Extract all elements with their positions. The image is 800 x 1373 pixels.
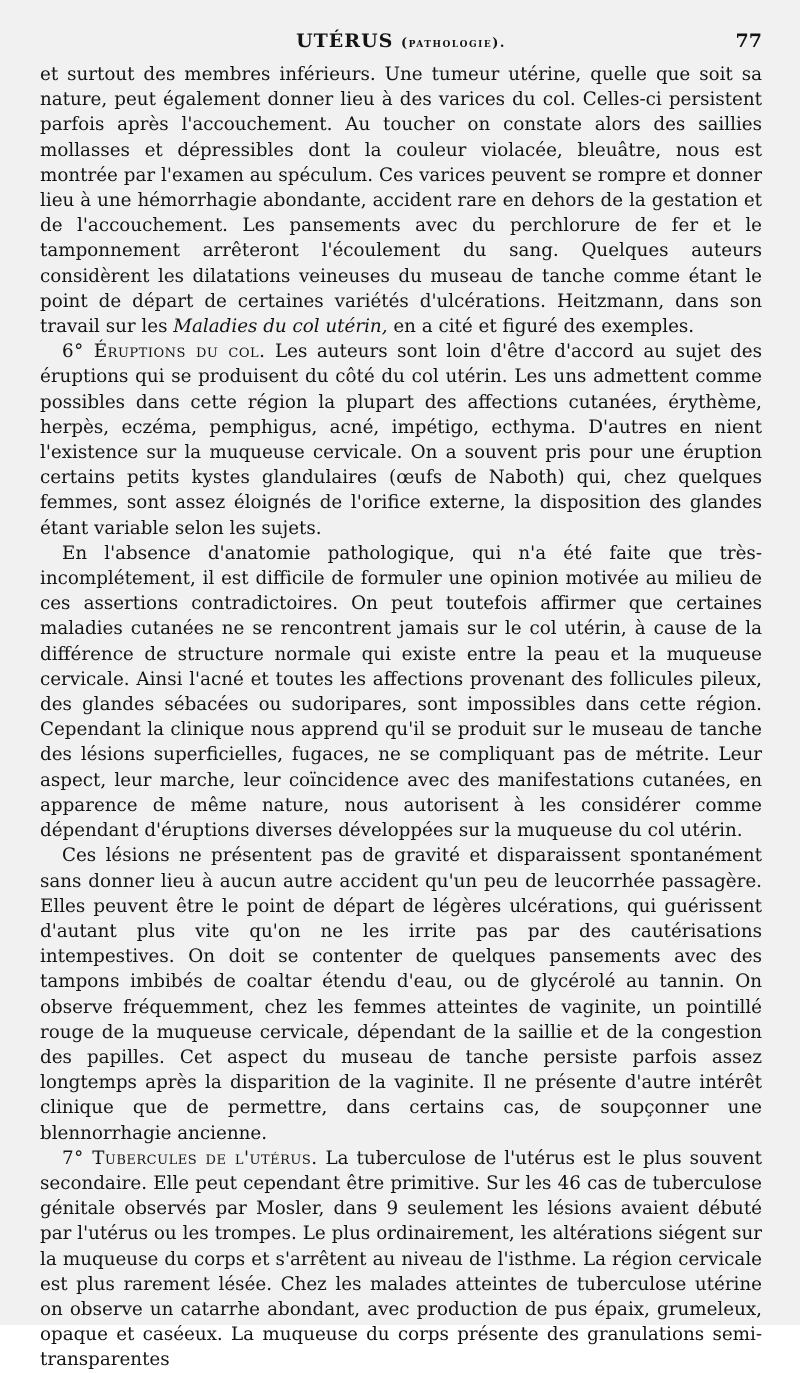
paragraph-anatomie (40, 541, 762, 843)
book-title-italic: Maladies du col utérin, (173, 316, 388, 338)
running-title (40, 30, 762, 52)
running-title-subtitle: (pathologie). (401, 36, 506, 51)
paragraph-text: La tuberculose de l'utérus est le plus souvent secondaire. Elle peut cependant être primitive. Sur les 46 cas de tuberculose génitale observés par Mosler, dans 9 seulement les lésions avaient débuté par l'utérus ou les trompes. Le plus ordinairement, les altérations siégent sur la muqueuse du corps et s'arrêtent au niveau de l'isthme. La région cervicale est plus rarement lésée. Chez les malades atteintes de tuberculose utérine on observe un catarrhe abondant, avec production de pus épaix, grumeleux, opaque et caséeux. La muqueuse du corps présente des granulations semi-transparentes (40, 1147, 762, 1371)
running-header (40, 30, 762, 58)
paragraph-text: En l'absence d'anatomie pathologique, qui n'a été faite que très-incomplétement, il est difficile de formuler une opinion motivée au milieu de ces assertions contradictoires. On peut toutefois affirmer que certaines maladies cutanées ne se rencontrent jamais sur le col utérin, à cause de la différence de structure normale qui existe entre la peau et la muqueuse cervicale. Ainsi l'acné et toutes les affections provenant des follicules pileux, des glandes sébacées ou sudoripares, sont impossibles dans cette région. Cependant la clinique nous apprend qu'il se produit sur le museau de tanche des lésions superficielles, fugaces, ne se compliquant pas de métrite. Leur aspect, leur marche, leur coïncidence avec des manifestations cutanées, en apparence de même nature, nous autorisent à les considérer comme dépendant d'éruptions diverses développées sur la muqueuse du col utérin. (40, 542, 762, 842)
paragraph-text-end: en a cité et figuré des exemples. (393, 316, 695, 338)
section-heading-eruptions: 6° Éruptions du col. (62, 341, 266, 363)
paragraph-text: et surtout des membres inférieurs. Une tumeur utérine, quelle que soit sa nature, peut également donner lieu à des varices du col. Celles-ci persistent parfois après l'accouchement. Au toucher on constate alors des saillies mollasses et dépressibles dont la couleur violacée, bleuâtre, nous est montrée par l'examen au spéculum. Ces varices peuvent se rompre et donner lieu à une hémorrhagie abondante, accident rare en dehors de la gestation et de l'accouchement. Les pansements avec du perchlorure de fer et le tamponnement arrêteront l'écoulement du sang. Quelques auteurs considèrent les dilatations veineuses du museau de tanche comme étant le point de départ de certaines variétés d'ulcérations. Heitzmann, dans son travail sur les (40, 64, 762, 338)
page-number: 77 (735, 30, 762, 52)
paragraph-eruptions (40, 339, 762, 541)
paragraph-tubercules (40, 1146, 762, 1373)
paragraph-lesions (40, 843, 762, 1145)
running-title-main: UTÉRUS (296, 30, 394, 52)
body-text (40, 62, 762, 1373)
paragraph-text: Les auteurs sont loin d'être d'accord au sujet des éruptions qui se produisent du côté du col utérin. Les uns admettent comme possibles dans cette région la plupart des affections cutanées, érythème, herpès, eczéma, pemphigus, acné, impétigo, ecthyma. D'autres en nient l'existence sur la muqueuse cervicale. On a souvent pris pour une éruption certains petits kystes glandulaires (œufs de Naboth) qui, chez quelques femmes, sont assez éloignés de l'orifice externe, la disposition des glandes étant variable selon les sujets. (40, 341, 763, 539)
section-heading-tubercules: 7° Tubercules de l'utérus. (62, 1147, 318, 1169)
paragraph-text: Ces lésions ne présentent pas de gravité et disparaissent spontanément sans donner lieu à aucun autre accident qu'un peu de leucorrhée passagère. Elles peuvent être le point de départ de légères ulcérations, qui guérissent d'autant plus vite qu'on ne les irrite pas par des cautérisations intempestives. On doit se contenter de quelques pansements avec des tampons imbibés de coaltar étendu d'eau, ou de glycérolé au tannin. On observe fréquemment, chez les femmes atteintes de vaginite, un pointillé rouge de la muqueuse cervicale, dépendant de la saillie et de la congestion des papilles. Cet aspect du museau de tanche persiste parfois assez longtemps après la disparition de la vaginite. Il ne présente d'autre intérêt clinique que de permettre, dans certains cas, de soupçonner une blennorrhagie ancienne. (40, 845, 762, 1144)
paragraph-varices (40, 62, 762, 339)
